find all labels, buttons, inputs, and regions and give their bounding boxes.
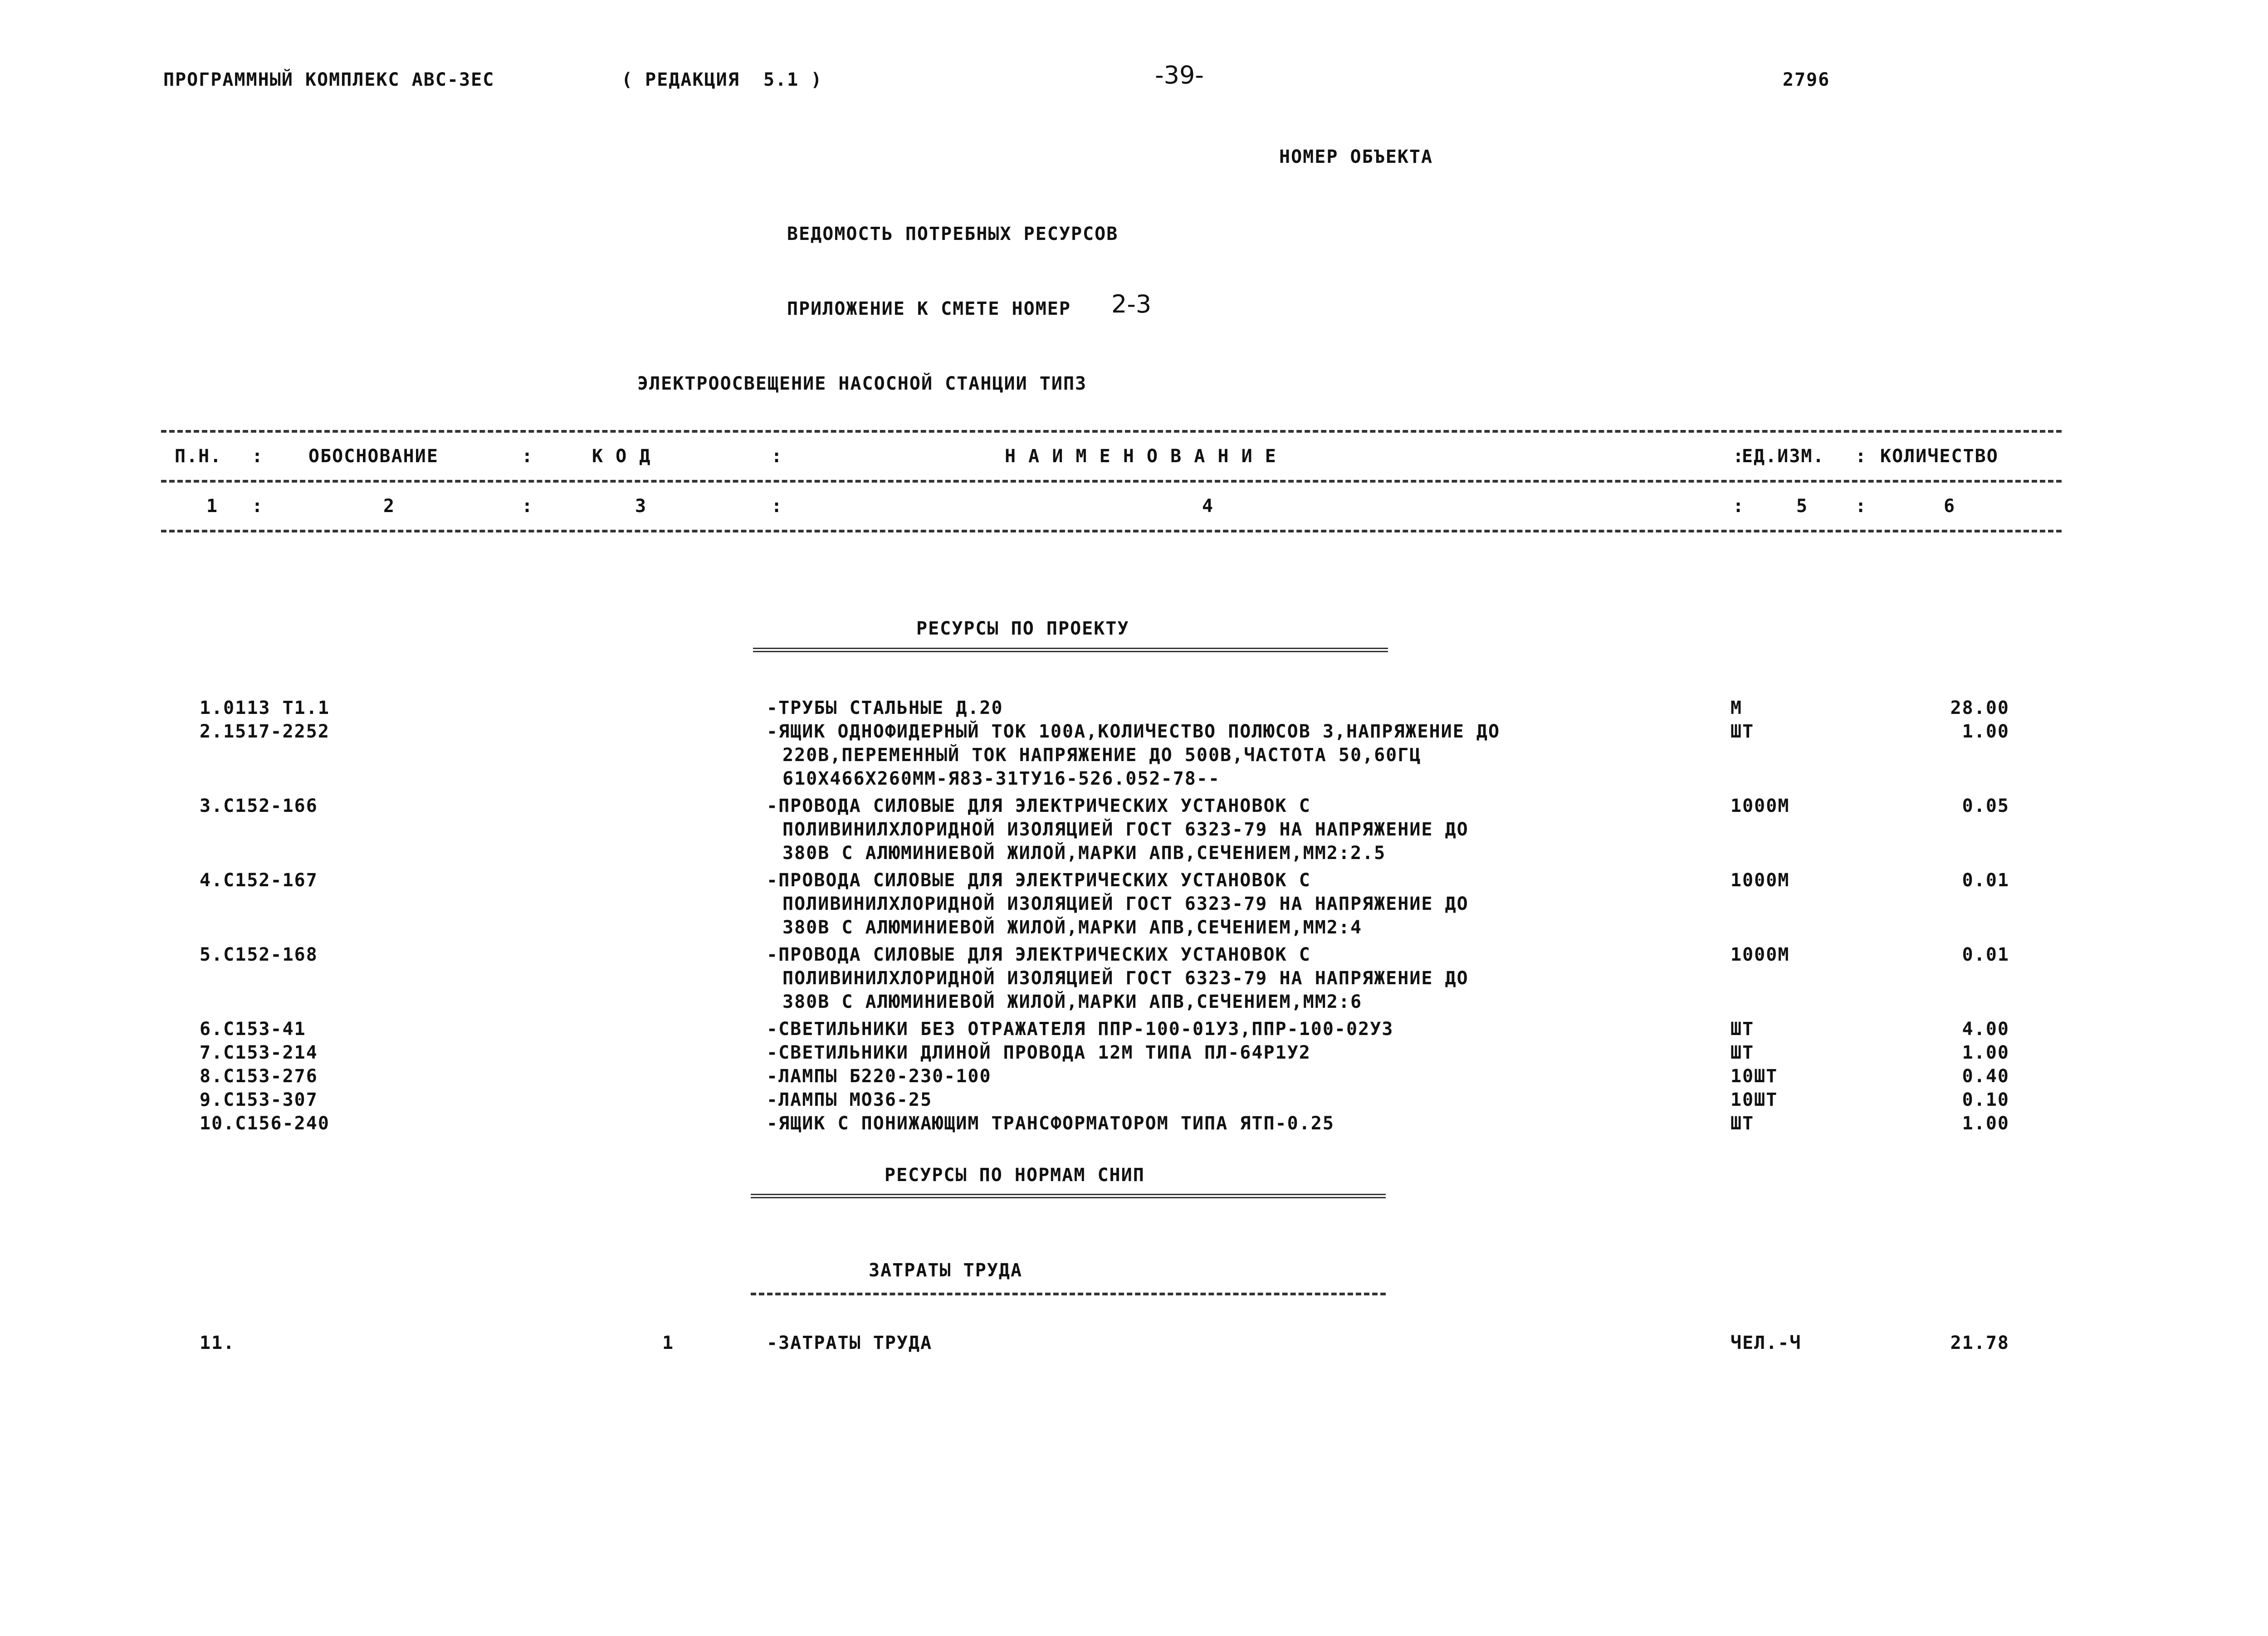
statement-title: ВЕДОМОСТЬ ПОТРЕБНЫХ РЕСУРСОВ bbox=[787, 224, 1119, 244]
row-name-line: ПОЛИВИНИЛХЛОРИДНОЙ ИЗОЛЯЦИЕЙ ГОСТ 6323-79 НА НАПРЯЖЕНИЕ ДО bbox=[782, 894, 1469, 914]
row-unit: ШТ bbox=[1730, 1113, 1755, 1134]
row-name-line: -ПРОВОДА СИЛОВЫЕ ДЛЯ ЭЛЕКТРИЧЕСКИХ УСТАНОВОК С bbox=[767, 870, 1311, 891]
row-qty: 0.01 bbox=[1962, 870, 2009, 891]
col-header-pn: П.Н. bbox=[175, 446, 222, 467]
row-pn: 5.С152-168 bbox=[200, 944, 318, 965]
section-underline-project bbox=[753, 648, 1388, 652]
col-number-6: 6 bbox=[1944, 496, 1956, 517]
page-number: -39- bbox=[1155, 61, 1204, 89]
object-number-label: НОМЕР ОБЪЕКТА bbox=[1279, 147, 1433, 167]
row-unit: М bbox=[1730, 698, 1743, 718]
col-number-2: 2 bbox=[383, 496, 396, 517]
project-title: ЭЛЕКТРООСВЕЩЕНИЕ НАСОСНОЙ СТАНЦИИ ТИПЗ bbox=[637, 373, 1087, 394]
row-qty: 1.00 bbox=[1962, 721, 2009, 742]
row-qty: 0.10 bbox=[1962, 1089, 2009, 1110]
row-unit: ШТ bbox=[1730, 721, 1755, 742]
row-qty: 1.00 bbox=[1962, 1113, 2009, 1134]
row-unit: ШТ bbox=[1730, 1042, 1755, 1063]
col-header-name: Н А И М Е Н О В А Н И Е bbox=[1005, 446, 1277, 467]
labor-row-code: 1 bbox=[662, 1333, 675, 1353]
appendix-number: 2-3 bbox=[1111, 290, 1152, 318]
program-name: ПРОГРАММНЫЙ КОМПЛЕКС АВС-ЗЕС bbox=[163, 69, 495, 90]
row-qty: 0.05 bbox=[1962, 796, 2009, 816]
row-name-line: 220В,ПЕРЕМЕННЫЙ ТОК НАПРЯЖЕНИЕ ДО 500В,ЧАСТОТА 50,60ГЦ bbox=[782, 745, 1422, 766]
row-unit: 1000М bbox=[1730, 944, 1790, 965]
row-name-line: 380В С АЛЮМИНИЕВОЙ ЖИЛОЙ,МАРКИ АПВ,СЕЧЕНИЕМ,ММ2:2.5 bbox=[782, 843, 1386, 864]
section-title-labor: ЗАТРАТЫ ТРУДА bbox=[869, 1260, 1023, 1281]
col-number-3: 3 bbox=[635, 496, 647, 517]
row-name-line: -СВЕТИЛЬНИКИ ДЛИНОЙ ПРОВОДА 12М ТИПА ПЛ-64Р1У2 bbox=[767, 1042, 1311, 1063]
row-name-line: 380В С АЛЮМИНИЕВОЙ ЖИЛОЙ,МАРКИ АПВ,СЕЧЕНИЕМ,ММ2:4 bbox=[782, 917, 1363, 938]
row-name-line: -ТРУБЫ СТАЛЬНЫЕ Д.20 bbox=[767, 698, 1003, 718]
col-header-code: К О Д bbox=[592, 446, 651, 467]
row-name-line: -ЛАМПЫ Б220-230-100 bbox=[767, 1066, 992, 1087]
labor-row-pn: 11. bbox=[200, 1333, 235, 1353]
row-unit: ШТ bbox=[1730, 1019, 1755, 1040]
row-qty: 0.01 bbox=[1962, 944, 2009, 965]
row-name-line: ПОЛИВИНИЛХЛОРИДНОЙ ИЗОЛЯЦИЕЙ ГОСТ 6323-79 НА НАПРЯЖЕНИЕ ДО bbox=[782, 968, 1469, 989]
labor-row-qty: 21.78 bbox=[1950, 1333, 2009, 1353]
row-name-line: 610Х466Х260ММ-Я83-31ТУ16-526.052-78-- bbox=[782, 768, 1221, 789]
row-name-line: -ЯЩИК С ПОНИЖАЮЩИМ ТРАНСФОРМАТОРОМ ТИПА ЯТП-0.25 bbox=[767, 1113, 1334, 1134]
row-unit: 1000М bbox=[1730, 870, 1790, 891]
row-qty: 4.00 bbox=[1962, 1019, 2009, 1040]
header-mid-rule bbox=[161, 480, 2062, 483]
col-header-unit: ЕД.ИЗМ. bbox=[1742, 446, 1825, 467]
col-number-1: 1 bbox=[206, 496, 219, 517]
row-pn: 9.С153-307 bbox=[200, 1089, 318, 1110]
labor-row-name: -ЗАТРАТЫ ТРУДА bbox=[767, 1333, 933, 1353]
section-title-norms: РЕСУРСЫ ПО НОРМАМ СНИП bbox=[885, 1165, 1145, 1186]
header-bottom-rule bbox=[161, 530, 2062, 532]
header-top-rule bbox=[161, 430, 2062, 433]
row-unit: 10ШТ bbox=[1730, 1066, 1778, 1087]
row-qty: 0.40 bbox=[1962, 1066, 2009, 1087]
row-unit: 1000М bbox=[1730, 796, 1790, 816]
col-number-5: 5 bbox=[1796, 496, 1809, 517]
labor-row-unit: ЧЕЛ.-Ч bbox=[1730, 1333, 1802, 1353]
row-name-line: -ЯЩИК ОДНОФИДЕРНЫЙ ТОК 100А,КОЛИЧЕСТВО ПОЛЮСОВ 3,НАПРЯЖЕНИЕ ДО bbox=[767, 721, 1501, 742]
edition: ( РЕДАКЦИЯ 5.1 ) bbox=[621, 69, 823, 90]
appendix-title: ПРИЛОЖЕНИЕ К СМЕТЕ НОМЕР bbox=[787, 298, 1071, 319]
row-name-line: -ПРОВОДА СИЛОВЫЕ ДЛЯ ЭЛЕКТРИЧЕСКИХ УСТАНОВОК С bbox=[767, 944, 1311, 965]
row-pn: 3.С152-166 bbox=[200, 796, 318, 816]
section-underline-labor bbox=[751, 1293, 1386, 1295]
row-pn: 8.С153-276 bbox=[200, 1066, 318, 1087]
col-number-4: 4 bbox=[1202, 496, 1214, 517]
section-underline-norms bbox=[751, 1194, 1386, 1198]
col-header-qty: КОЛИЧЕСТВО bbox=[1880, 446, 1999, 467]
row-name-line: -ПРОВОДА СИЛОВЫЕ ДЛЯ ЭЛЕКТРИЧЕСКИХ УСТАНОВОК С bbox=[767, 796, 1311, 816]
row-pn: 4.С152-167 bbox=[200, 870, 318, 891]
row-qty: 1.00 bbox=[1962, 1042, 2009, 1063]
row-pn: 10.С156-240 bbox=[200, 1113, 330, 1134]
row-pn: 7.С153-214 bbox=[200, 1042, 318, 1063]
row-name-line: -ЛАМПЫ МО36-25 bbox=[767, 1089, 933, 1110]
row-name-line: 380В С АЛЮМИНИЕВОЙ ЖИЛОЙ,МАРКИ АПВ,СЕЧЕНИЕМ,ММ2:6 bbox=[782, 991, 1363, 1012]
row-qty: 28.00 bbox=[1950, 698, 2009, 718]
row-pn: 1.0113 Т1.1 bbox=[200, 698, 330, 718]
row-pn: 6.С153-41 bbox=[200, 1019, 306, 1040]
section-title-project: РЕСУРСЫ ПО ПРОЕКТУ bbox=[916, 618, 1129, 639]
sheet-number: 2796 bbox=[1783, 69, 1830, 90]
row-pn: 2.1517-2252 bbox=[200, 721, 330, 742]
col-header-basis: ОБОСНОВАНИЕ bbox=[308, 446, 439, 467]
row-unit: 10ШТ bbox=[1730, 1089, 1778, 1110]
row-name-line: ПОЛИВИНИЛХЛОРИДНОЙ ИЗОЛЯЦИЕЙ ГОСТ 6323-79 НА НАПРЯЖЕНИЕ ДО bbox=[782, 819, 1469, 840]
row-name-line: -СВЕТИЛЬНИКИ БЕЗ ОТРАЖАТЕЛЯ ППР-100-01У3,ППР-100-02У3 bbox=[767, 1019, 1394, 1040]
